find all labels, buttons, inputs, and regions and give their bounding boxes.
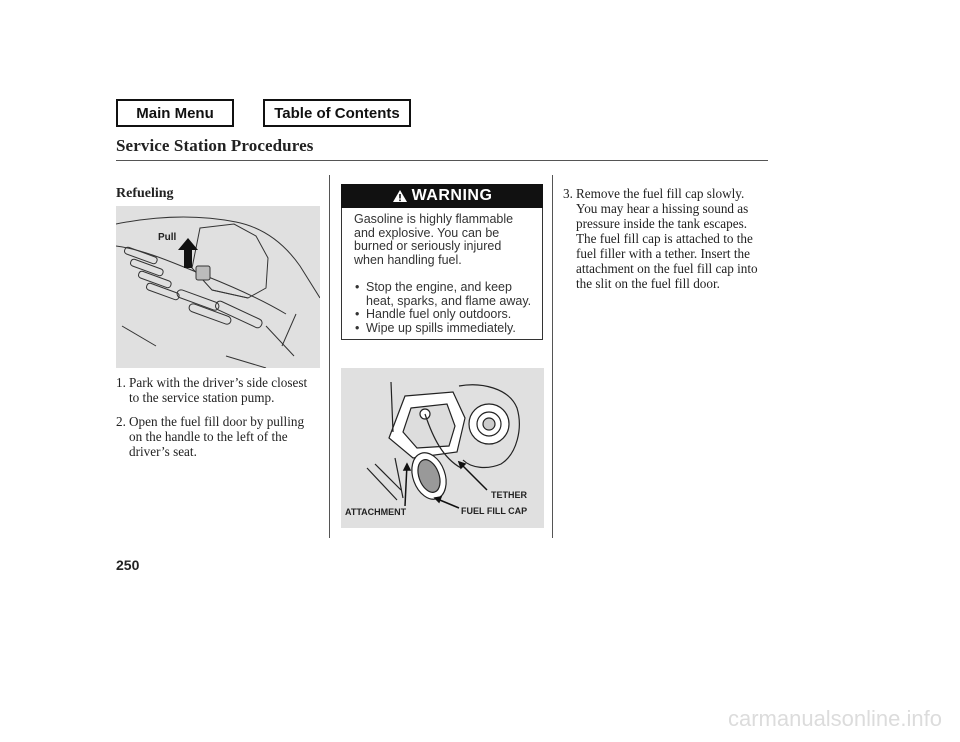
- warning-triangle-icon: [392, 189, 408, 203]
- step-line: driver’s seat.: [129, 444, 197, 459]
- warning-bullet: [354, 308, 538, 322]
- fuel-fill-cap-callout: FUEL FILL CAP: [461, 506, 528, 516]
- warning-bullet: [354, 322, 538, 336]
- title-rule: [116, 160, 768, 161]
- warning-line: and explosive. You can be: [354, 225, 500, 240]
- bullet-dot-icon: •: [355, 307, 360, 322]
- warning-title: WARNING: [411, 187, 493, 204]
- tether-callout: TETHER: [491, 490, 527, 500]
- step-line: fuel filler with a tether. Insert the: [576, 246, 750, 261]
- step-line: The fuel fill cap is attached to the: [576, 231, 753, 246]
- subheading-refueling: Refueling: [116, 186, 174, 201]
- warning-bullet-line: Handle fuel only outdoors.: [366, 307, 512, 322]
- warning-bullets: [354, 281, 538, 335]
- pull-callout: Pull: [158, 232, 177, 243]
- column-divider-left: [329, 175, 330, 538]
- warning-bullet-line: Stop the engine, and keep: [366, 280, 512, 294]
- fuel-fill-cap-figure: [341, 368, 544, 528]
- page-number: 250: [116, 557, 140, 573]
- bullet-dot-icon: •: [355, 320, 360, 335]
- warning-bullet-line: heat, sparks, and flame away.: [366, 293, 532, 308]
- fuel-fill-cap-illustration: [341, 368, 544, 528]
- warning-header: [341, 184, 543, 208]
- step-line: to the service station pump.: [129, 390, 275, 405]
- step-line: Park with the driver’s side closest: [129, 375, 308, 390]
- main-menu-button[interactable]: Main Menu: [116, 99, 234, 127]
- step-number: 1.: [116, 375, 126, 390]
- attachment-callout: ATTACHMENT: [345, 507, 407, 517]
- table-of-contents-button[interactable]: Table of Contents: [263, 99, 411, 127]
- step-number: 2.: [116, 414, 126, 429]
- step-number: 3.: [563, 186, 573, 201]
- warning-bullet: [354, 281, 538, 308]
- column-divider-right: [552, 175, 553, 538]
- warning-line: burned or seriously injured: [354, 239, 502, 254]
- fuel-door-release-illustration: [116, 206, 320, 368]
- step-line: attachment on the fuel fill cap into: [576, 261, 758, 276]
- step-line: pressure inside the tank escapes.: [576, 216, 748, 231]
- step-line: on the handle to the left of the: [129, 429, 288, 444]
- watermark: carmanualsonline.info: [727, 706, 942, 731]
- step-line: Remove the fuel fill cap slowly.: [576, 186, 745, 201]
- warning-bullet-line: Wipe up spills immediately.: [366, 320, 516, 335]
- fuel-door-release-figure: [116, 206, 320, 368]
- step-line: the slit on the fuel fill door.: [576, 276, 720, 291]
- warning-line: when handling fuel.: [354, 252, 462, 267]
- section-title: Service Station Procedures: [116, 136, 314, 155]
- warning-intro: [354, 213, 513, 267]
- bullet-dot-icon: •: [355, 280, 360, 294]
- step-line: Open the fuel fill door by pulling: [129, 414, 305, 429]
- warning-line: Gasoline is highly flammable: [354, 212, 514, 226]
- step-line: You may hear a hissing sound as: [576, 201, 749, 216]
